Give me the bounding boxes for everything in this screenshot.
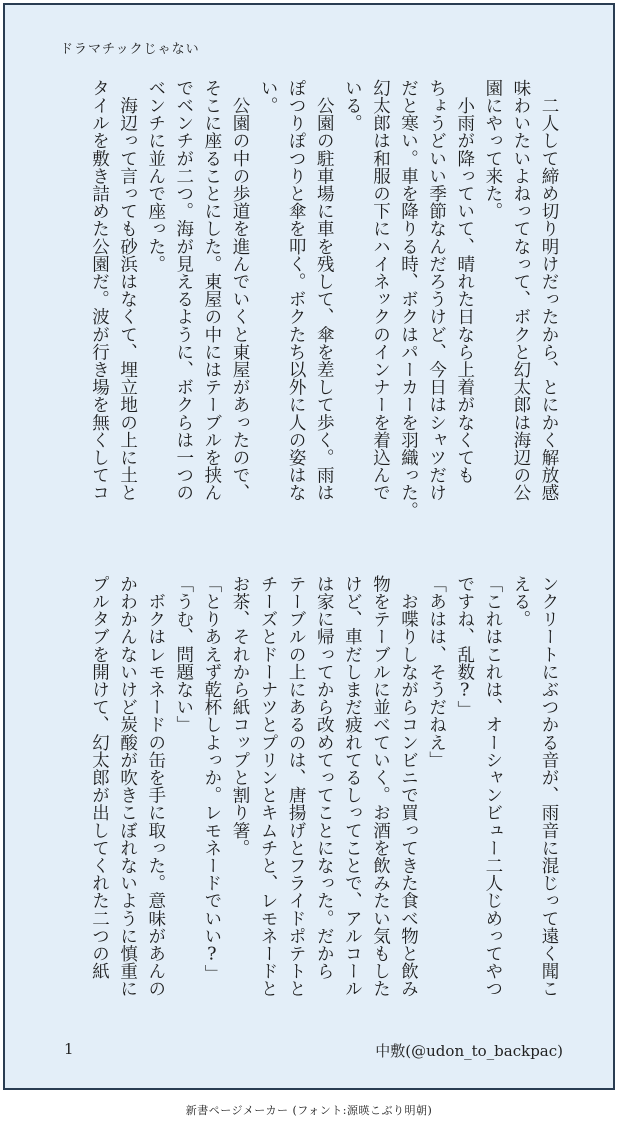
text-line: 園にやって来た。	[482, 79, 503, 220]
text-line: チーズとドーナツとプリンとキムチと、レモネードと	[258, 575, 279, 998]
text-line: 「あはは、そうだねえ」	[426, 575, 447, 769]
text-line: ベンチに並んで座った。	[145, 79, 166, 273]
lower-text-block	[57, 575, 563, 1019]
text-line: ボクはレモネードの缶を手に取った。意味があんの	[145, 575, 166, 998]
text-line: ですね、乱数?」	[454, 575, 475, 719]
author-credit: 中敷(@udon_to_backpac)	[375, 1042, 563, 1060]
text-line: 「とりあえず乾杯しよっか。レモネードでいい?」	[201, 575, 222, 983]
text-line: けど、車だしまだ疲れてるしってことで、アルコール	[342, 575, 363, 998]
text-line: 物をテーブルに並べていく。お酒を飲みたい気もした	[370, 575, 391, 998]
text-line: いる。	[342, 79, 363, 132]
text-line: お茶、それから紙コップと割り箸。	[229, 575, 250, 857]
text-line: える。	[510, 575, 531, 628]
text-line: お喋りしながらコンビニで買ってきた食べ物と飲み	[398, 575, 419, 998]
upper-text-block	[57, 79, 563, 529]
text-line: ちょうどいい季節なんだろうけど、今日はシャツだけ	[426, 79, 447, 502]
generator-credit: 新書ページメーカー (フォント:源暎こぶり明朝)	[185, 1104, 433, 1117]
book-page	[3, 3, 615, 1090]
text-line: 小雨が降っていて、晴れた日なら上着がなくても	[454, 79, 475, 484]
text-line: 公園の中の歩道を進んでいくと東屋があったので、	[229, 79, 250, 502]
page-header-title: ドラマチックじゃない	[60, 42, 200, 57]
text-line: ぽつりぽつりと傘を叩く。ボクたち以外に人の姿はな	[286, 79, 307, 502]
text-line: でベンチが二つ。海が見えるように、ボクらは一つの	[173, 79, 194, 502]
text-line: い。	[258, 79, 279, 115]
text-line: 味わいたいよねってなって、ボクと幻太郎は海辺の公	[510, 79, 531, 502]
page-number: 1	[64, 1040, 74, 1058]
text-line: 「うむ、問題ない」	[173, 575, 194, 734]
text-line: タイルを敷き詰めた公園だ。波が行き場を無くしてコ	[89, 79, 110, 502]
text-line: テーブルの上にあるのは、唐揚げとフライドポテトと	[286, 575, 307, 998]
text-line: 「これはこれは、オーシャンビュー二人じめってやつ	[482, 575, 503, 998]
text-line: プルタブを開けて、幻太郎が出してくれた二つの紙	[89, 575, 110, 980]
text-line: かわかんないけど炭酸が吹きこぼれないように慎重に	[117, 575, 138, 998]
text-line: だと寒い。車を降りる時、ボクはパーカーを羽織った。	[398, 79, 419, 519]
text-line: 公園の駐車場に車を残して、傘を差して歩く。雨は	[314, 79, 335, 502]
text-line: 二人して締め切り明けだったから、とにかく解放感	[539, 79, 559, 502]
text-line: は家に帰ってから改めてってことになった。だから	[314, 575, 335, 980]
text-line: そこに座ることにした。東屋の中にはテーブルを挟ん	[201, 79, 222, 502]
text-line: ンクリートにぶつかる音が、雨音に混じって遠く聞こ	[539, 575, 559, 998]
text-line: 海辺って言っても砂浜はなくて、埋立地の上に土と	[117, 79, 138, 502]
text-line: 幻太郎は和服の下にハイネックのインナーを着込んで	[370, 79, 391, 502]
